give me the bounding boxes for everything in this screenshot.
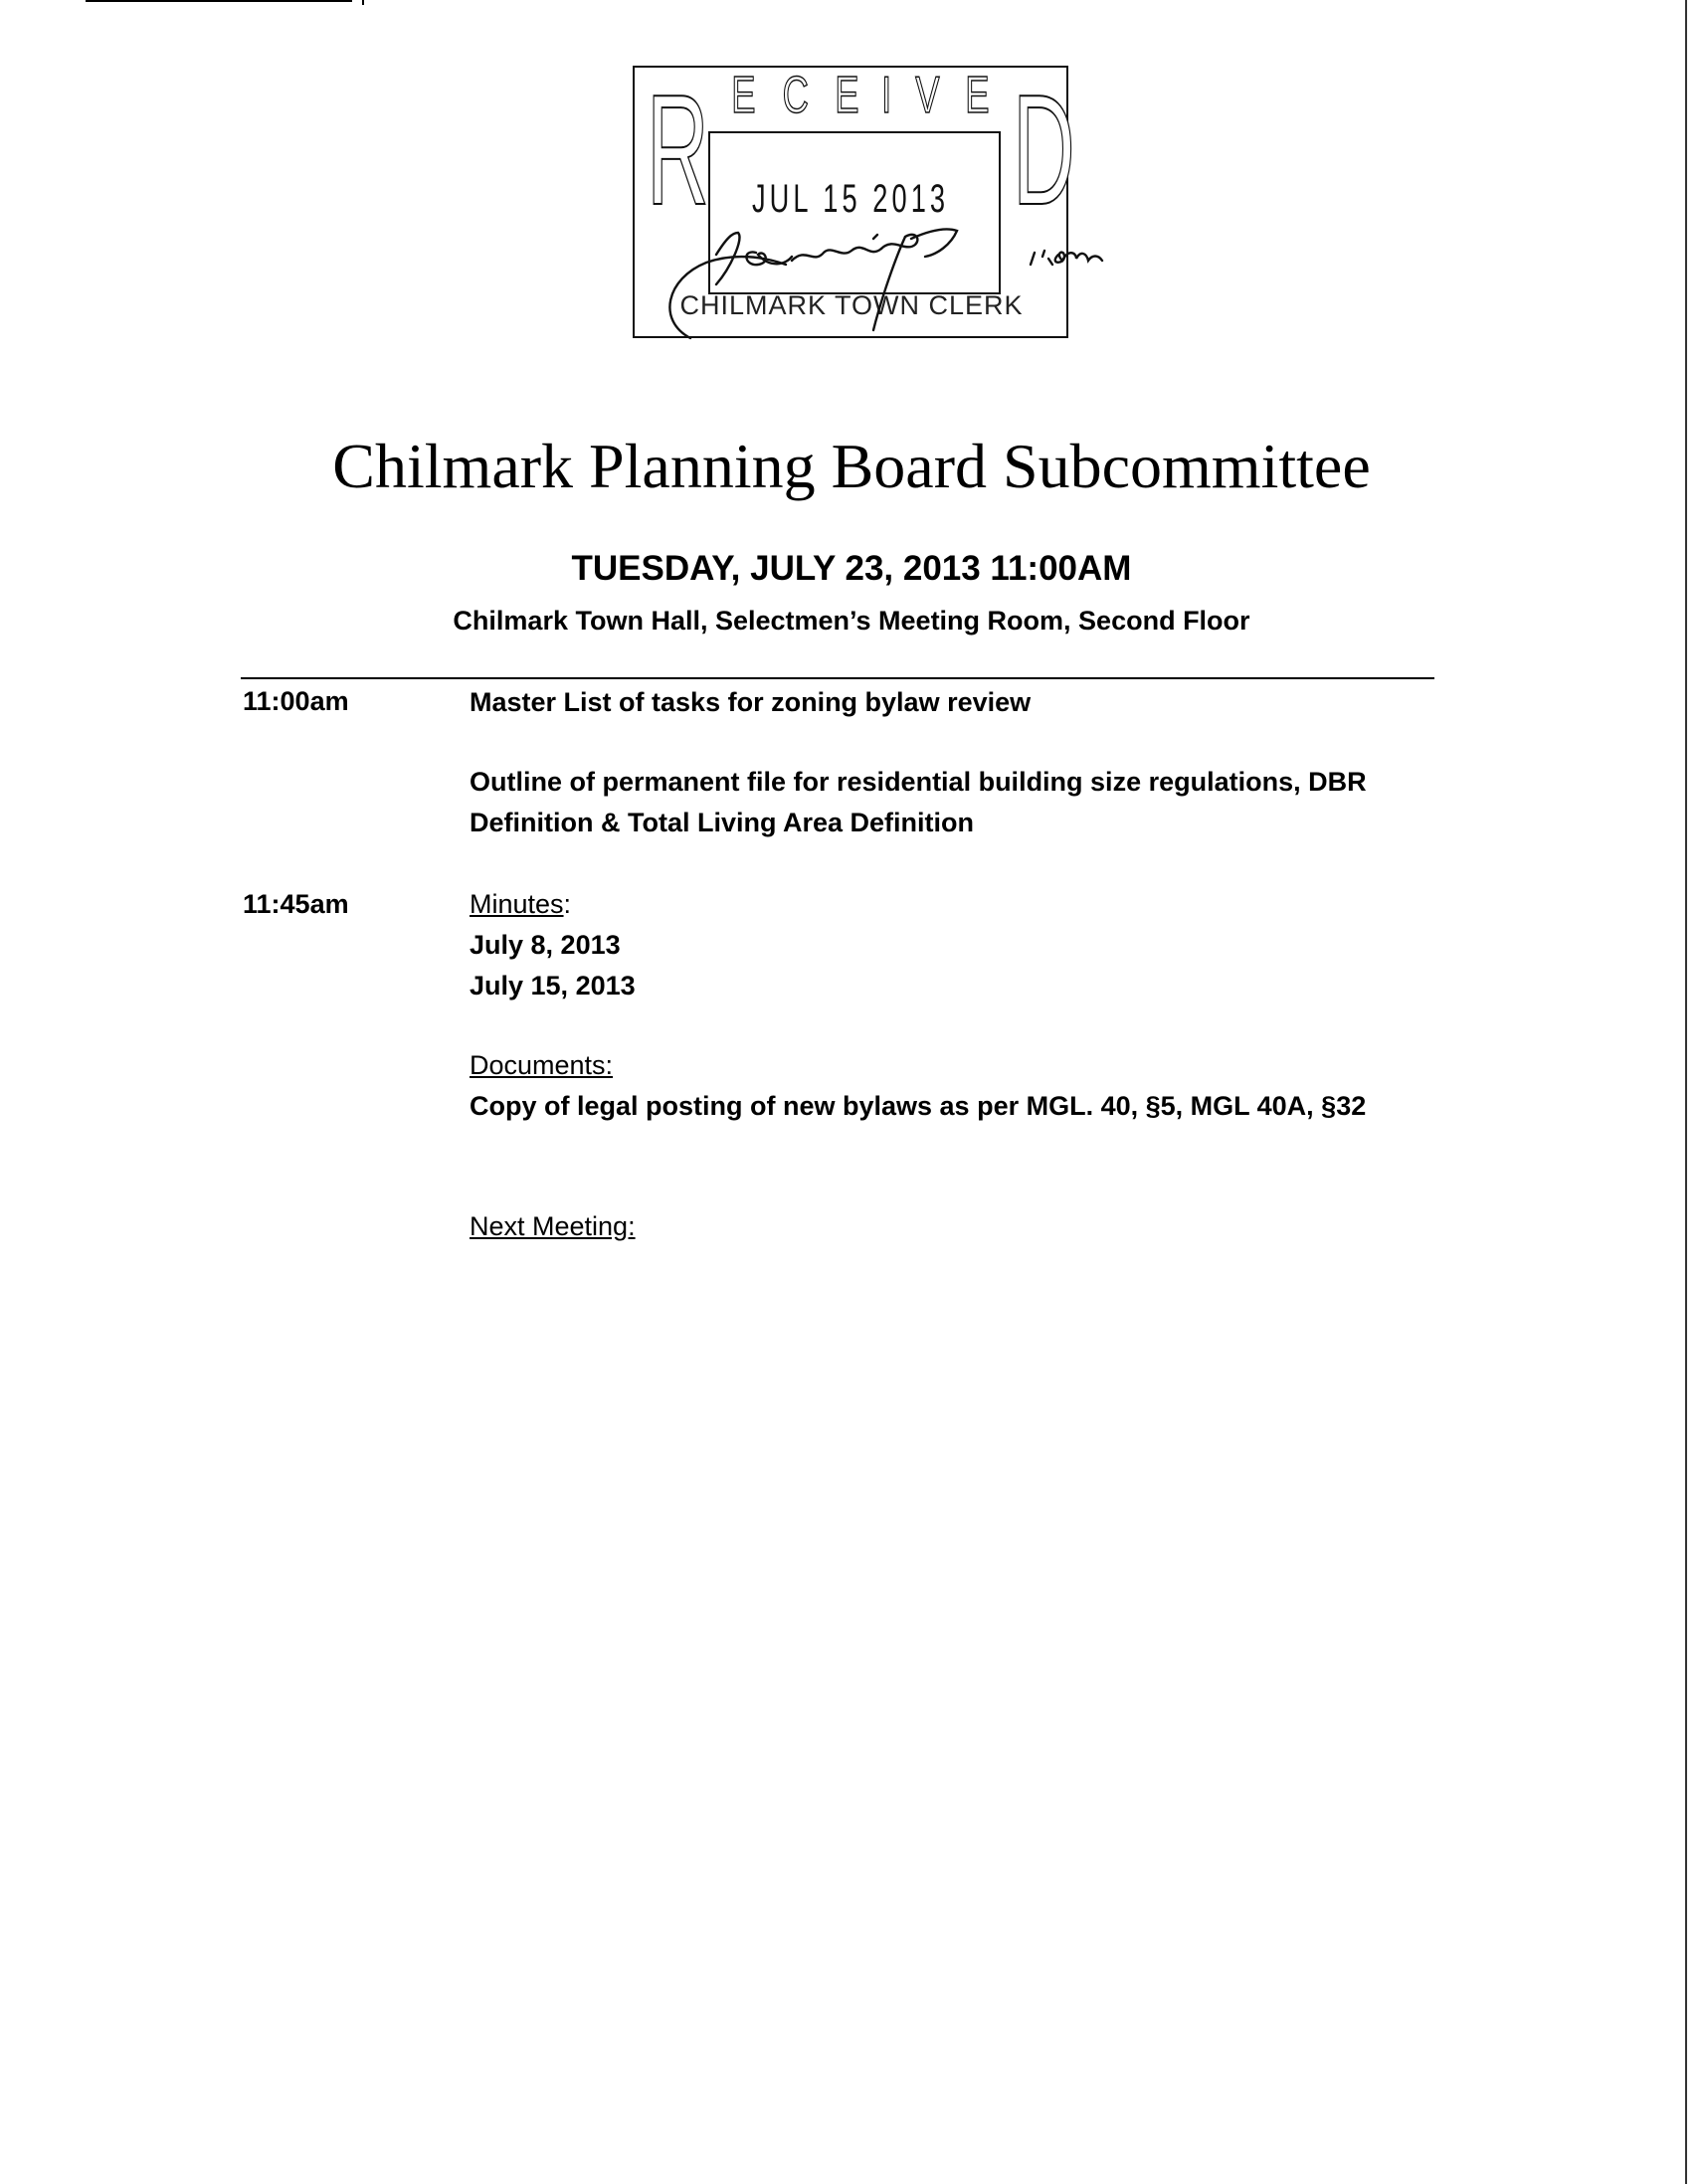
stamp-letter: V xyxy=(914,67,940,124)
stamp-date: JUL 15 2013 xyxy=(752,177,950,221)
scan-edge xyxy=(1685,0,1687,2184)
stamp-letter-d: D xyxy=(1013,63,1075,238)
agenda-item-outline-line: Definition & Total Living Area Definition xyxy=(470,808,974,837)
stamp-caption: CHILMARK TOWN CLERK xyxy=(679,290,1024,320)
stamp-letter: E xyxy=(835,67,859,124)
agenda-item-master-list: Master List of tasks for zoning bylaw review xyxy=(470,687,1032,717)
agenda-item-outline-line: Outline of permanent file for residential building size regulations, DBR xyxy=(470,767,1367,797)
agenda-time-2: 11:45am xyxy=(243,889,349,919)
next-meeting-label: Next Meeting: xyxy=(470,1211,636,1241)
minutes-colon: : xyxy=(563,889,572,919)
scan-mark-tick xyxy=(362,0,364,5)
meeting-location: Chilmark Town Hall, Selectmen’s Meeting Room, Second Floor xyxy=(453,606,1250,636)
stamp-letter-r: R xyxy=(647,63,709,238)
stamp-letter: C xyxy=(782,67,809,124)
agenda-time-1: 11:00am xyxy=(243,686,349,716)
header-divider xyxy=(241,677,1434,679)
documents-section xyxy=(470,1045,1366,1127)
minutes-section xyxy=(470,884,636,1006)
stamp-middle-letters xyxy=(726,67,995,124)
stamp-letter: E xyxy=(731,67,756,124)
minutes-date: July 15, 2013 xyxy=(470,971,636,1001)
stamp-letter: E xyxy=(965,67,990,124)
stamp-letter: I xyxy=(881,67,892,124)
page-title: Chilmark Planning Board Subcommittee xyxy=(332,431,1371,501)
minutes-label: Minutes xyxy=(470,889,564,919)
documents-item: Copy of legal posting of new bylaws as per MGL. 40, §5, MGL 40A, §32 xyxy=(470,1091,1367,1121)
agenda-item-outline xyxy=(470,762,1367,843)
minutes-heading xyxy=(470,884,636,925)
scan-mark-top xyxy=(86,0,352,2)
handwritten-signature xyxy=(647,209,1164,348)
documents-label: Documents: xyxy=(470,1050,614,1080)
meeting-datetime: TUESDAY, JULY 23, 2013 11:00AM xyxy=(571,549,1132,588)
minutes-date: July 8, 2013 xyxy=(470,930,621,960)
